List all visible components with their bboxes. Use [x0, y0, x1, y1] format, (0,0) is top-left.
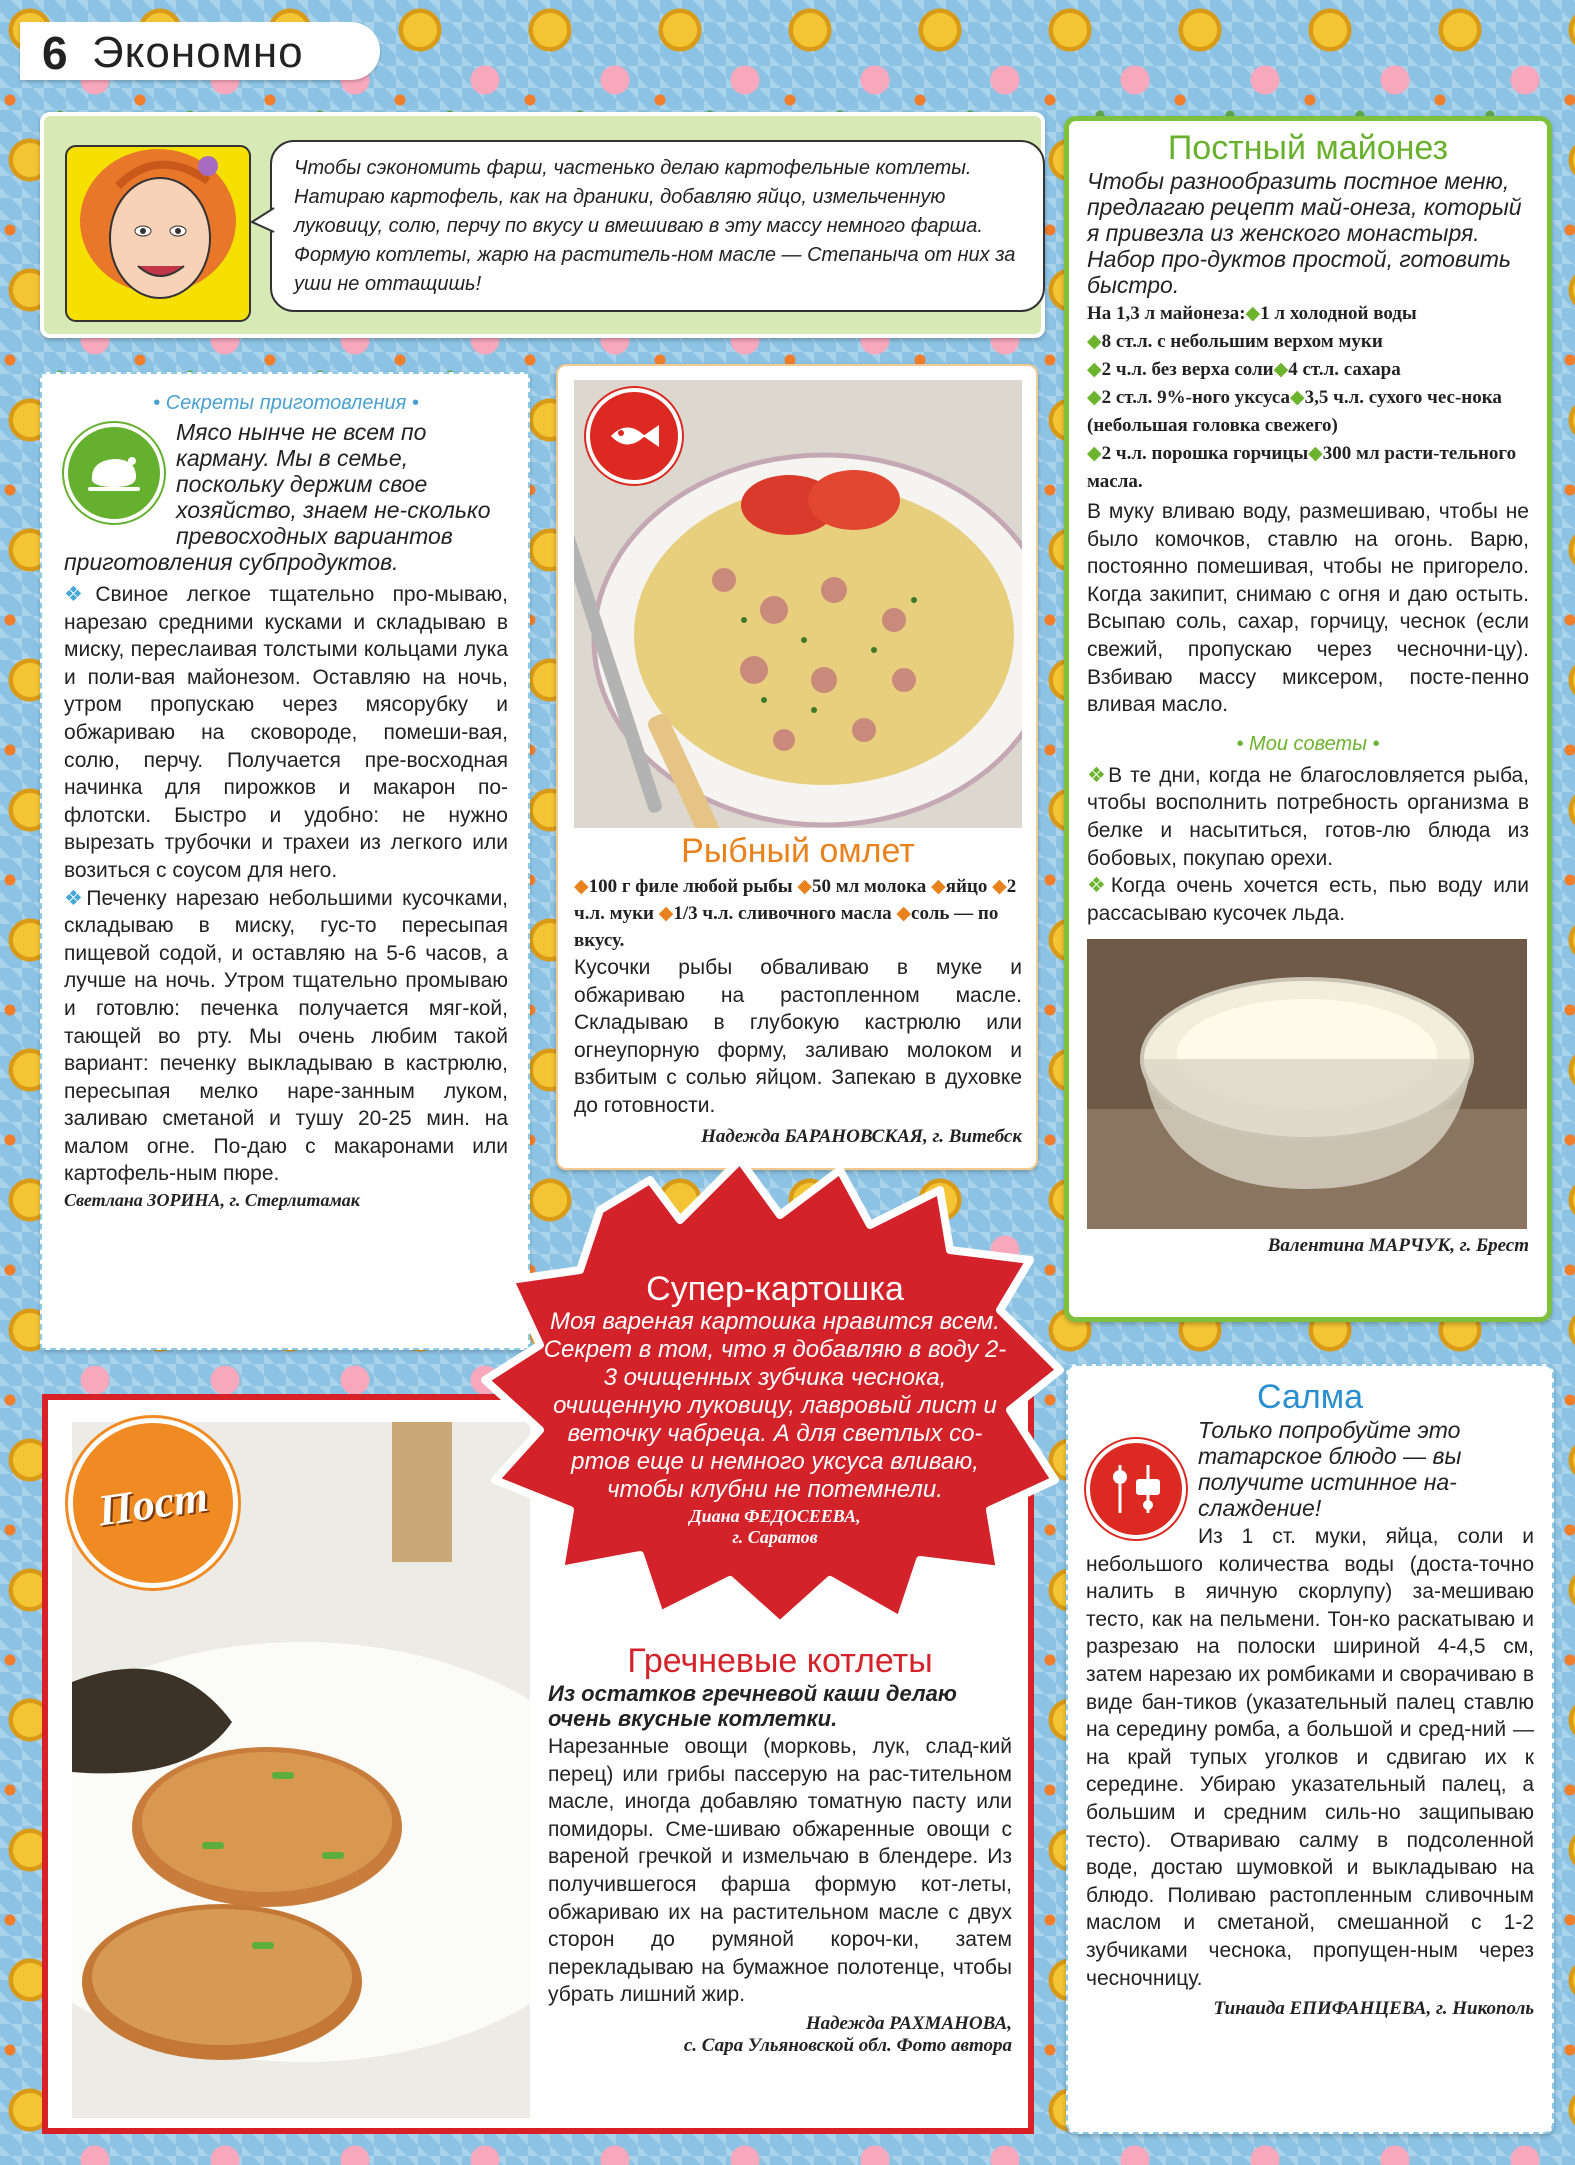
mayo-text: В муку вливаю воду, размешиваю, чтобы не было комочков, ставлю на огонь. Варю, постоянно помешивая, чтобы не пригорело. Когда закипит, снимаю с огня и даю остыть. Всыпаю соль, сахар, горчицу, чеснок (если свежий, пропускаю через чесночни-цу). Взбиваю массу миксером, посте-пенно вливая масло. — [1087, 500, 1529, 717]
buckwheat-signature-name: Надежда РАХМАНОВА, — [805, 2012, 1012, 2034]
buckwheat-text-column — [548, 1642, 1012, 2057]
section-label: • Секреты приготовления • — [153, 392, 419, 414]
page-number: 6 — [42, 27, 68, 79]
mayo-tip-2: ❖Когда очень хочется есть, пью воду или рассасываю кусочек льда. — [1087, 874, 1529, 925]
omelet-ingredients: ◆100 г филе любой рыбы ◆50 мл молока ◆яйцо ◆2 ч.л. муки ◆1/3 ч.л. сливочного масла ◆соль — по вкусу. — [574, 876, 1017, 951]
super-potato-signature-name: Диана ФЕДОСЕЕВА, — [689, 1506, 861, 1526]
ingredient: 2 ч.л. порошка горчицы — [1101, 443, 1309, 464]
mayo-photo — [1087, 939, 1527, 1229]
ingredient: 50 мл молока — [811, 876, 927, 897]
omelet-signature: Надежда БАРАНОВСКАЯ, г. Витебск — [701, 1125, 1022, 1147]
secrets-paragraph-1: ❖Свиное легкое тщательно про-мываю, нарезаю средними кусками и складываю в миску, переслаивая толстыми кольцами лука и поли-вая майонезом. Оставляю на ночь, утром пропускаю через мясорубку и обжариваю на сковороде, помеши-вая, солю, перчу. Получается пре-восходная начинка для пирожков и макарон по-флотски. Быстро и удобно: не нужно вырезать трубочки и трахеи из легкого или возиться с соусом для него. — [64, 583, 509, 882]
rubric-title: Экономно — [92, 28, 304, 77]
mayo-tip-1: ❖В те дни, когда не благословляется рыба, чтобы восполнить потребность организма в белке и насытиться, готов-лю блюда из бобовых, покупаю орехи. — [1087, 763, 1530, 870]
bullet-icon: ❖ — [64, 583, 96, 606]
ingredient: 2 ч.л. без верха соли — [1101, 359, 1274, 380]
super-potato-text: Моя вареная картошка нравится всем. Секрет в том, что я добавляю в воду 2-3 очищенных зубчика чеснока, очищенную луковицу, лавровый лист и веточку чабреца. А для светлых со-ртов еще и немного уксуса вливаю, чтобы клубни не потемнели. — [543, 1308, 1007, 1503]
buckwheat-text: Нарезанные овощи (морковь, лук, слад-кий перец) или грибы пассерую на рас-тительном масле, иногда добавляю томатную пасту или помидоры. Сме-шиваю обжаренные овощи с вареной гречкой и измельчаю в блендере. Из получившегося фарша формую кот-леты, обжариваю их на растительном масле с двух сторон до румяной короч-ки, затем перекладываю на бумажное полотенце, чтобы убрать лишний жир. — [548, 1735, 1012, 2007]
mayo-title: Постный майонез — [1167, 129, 1449, 167]
roast-chicken-icon — [64, 423, 164, 523]
author-avatar — [58, 126, 258, 326]
super-potato-content — [540, 1270, 1010, 1548]
ingredient: 2 ст.л. 9%-ного уксуса — [1101, 387, 1291, 408]
salma-signature: Тинаида ЕПИФАНЦЕВА, г. Никополь — [1213, 1998, 1534, 2020]
super-potato-title: Супер-картошка — [646, 1270, 904, 1308]
buckwheat-title: Гречневые котлеты — [627, 1642, 933, 1680]
ingredient: 1 л холодной воды — [1260, 303, 1417, 324]
mayo-card — [1064, 116, 1552, 1322]
canape-icon — [1086, 1439, 1186, 1539]
ingredient: соль — по вкусу. — [574, 903, 999, 951]
ingredient: 8 ст.л. с небольшим верхом муки — [1101, 331, 1383, 352]
ingredient: 4 ст.л. сахара — [1288, 359, 1401, 380]
page-header — [20, 22, 380, 80]
speech-bubble — [270, 140, 1045, 312]
mayo-lead: Чтобы разнообразить постное меню, предлагаю рецепт май-онеза, который я привезла из женского монастыря. Набор про-дуктов простой, готовить быстро. — [1087, 168, 1522, 298]
omelet-title: Рыбный омлет — [681, 832, 915, 870]
lenten-badge: Пост — [68, 1418, 238, 1588]
salma-title: Салма — [1257, 1378, 1363, 1416]
intro-banner — [40, 112, 1045, 338]
intro-text: Чтобы сэкономить фарш, частенько делаю картофельные котлеты. Натираю картофель, как на драники, добавляю яйцо, измельченную луковицу, солю, перчу по вкусу и вмешиваю в эту массу немного фарша. Формую котлеты, жарю на раститель-ном масле — Степаныча от них за уши не оттащишь! — [294, 157, 1016, 295]
tips-label: • Мои советы • — [1236, 732, 1380, 755]
secrets-lead: Мясо нынче не всем по карману. Мы в семье, поскольку держим свое хозяйство, знаем не-сколько превосходных вариантов приготовления субпродуктов. — [64, 419, 491, 575]
secrets-paragraph-2: ❖Печенку нарезаю небольшими кусочками, складываю в миску, гус-то пересыпая пищевой содой, и оставляю на 5-6 часов, а лучше на ночь. Утром тщательно промываю и готовлю: печенка получается мяг-кой, тающей во рту. Мы очень любим такой вариант: печенку выкладываю в кастрюлю, пересыпая мелко наре-занным луком, заливаю сметаной и тушу 20-25 мин. на малом огне. По-даю с макаронами или картофель-ным пюре. — [64, 886, 509, 1186]
secrets-signature: Светлана ЗОРИНА, г. Стерлитамак — [64, 1190, 360, 1211]
omelet-text: Кусочки рыбы обваливаю в муке и обжариваю на растопленном масле. Складываю в глубокую кастрюлю или огнеупорную форму, заливаю молоком и взбитым с солью яйцом. Запекаю в духовке до готовности. — [574, 956, 1022, 1117]
mayo-ingredients: На 1,3 л майонеза:◆1 л холодной воды ◆8 ст.л. с небольшим верхом муки ◆2 ч.л. без верха соли◆4 ст.л. сахара ◆2 ст.л. 9%-ного уксуса◆3,5 ч.л. сухого чес-нока (небольшая головка свежего) ◆2 ч.л. порошка горчицы◆300 мл расти-тельного масла. — [1087, 303, 1517, 492]
bullet-icon: ❖ — [64, 886, 87, 910]
ingredient: 2 ч.л. муки — [574, 876, 1017, 924]
amount-label: На 1,3 л майонеза: — [1087, 303, 1246, 324]
salma-lead: Только попробуйте это татарское блюдо — вы получите истинное на-слаждение! — [1198, 1417, 1462, 1521]
speech-tail — [250, 206, 276, 236]
ingredient: 1/3 ч.л. сливочного масла — [673, 903, 892, 924]
omelet-card — [556, 364, 1038, 1170]
ingredient: 300 мл расти-тельного масла. — [1087, 443, 1517, 492]
ingredient: яйцо — [945, 876, 988, 897]
secrets-card — [40, 372, 530, 1350]
buckwheat-signature-city: с. Сара Ульяновской обл. Фото автора — [683, 2034, 1012, 2056]
buckwheat-lead: Из остатков гречневой каши делаю очень вкусные котлетки. — [548, 1681, 957, 1731]
fish-icon — [586, 388, 682, 484]
mayo-signature: Валентина МАРЧУК, г. Брест — [1267, 1235, 1529, 1257]
ingredient: 3,5 ч.л. сухого чес-нока (небольшая головка свежего) — [1087, 387, 1502, 436]
super-potato-signature-city: г. Саратов — [732, 1527, 818, 1547]
salma-text: Из 1 ст. муки, яйца, соли и небольшого количества воды (доста-точно налить в яичную скорлупу) за-мешиваю тесто, как на пельмени. Тон-ко раскатываю и разрезаю на полоски шириной 4-4,5 см, затем нарезаю их ромбиками и сворачиваю в виде бан-тиков (указательный палец ставлю на середину ромба, а большой и сред-ний — на край тупых уголков и сдвигаю их к середине. Убираю указательный палец, а большим и средним силь-но защипываю тесто). Отвариваю салму в подсоленной воде, достаю шумовкой и выкладываю на блюдо. Поливаю растопленным сливочным маслом и сметаной, смешанной с 1-2 зубчиками чеснока, пропущен-ным через чесночницу. — [1086, 1525, 1534, 1990]
ingredient: 100 г филе любой рыбы — [588, 876, 793, 897]
salma-card — [1066, 1364, 1554, 2134]
